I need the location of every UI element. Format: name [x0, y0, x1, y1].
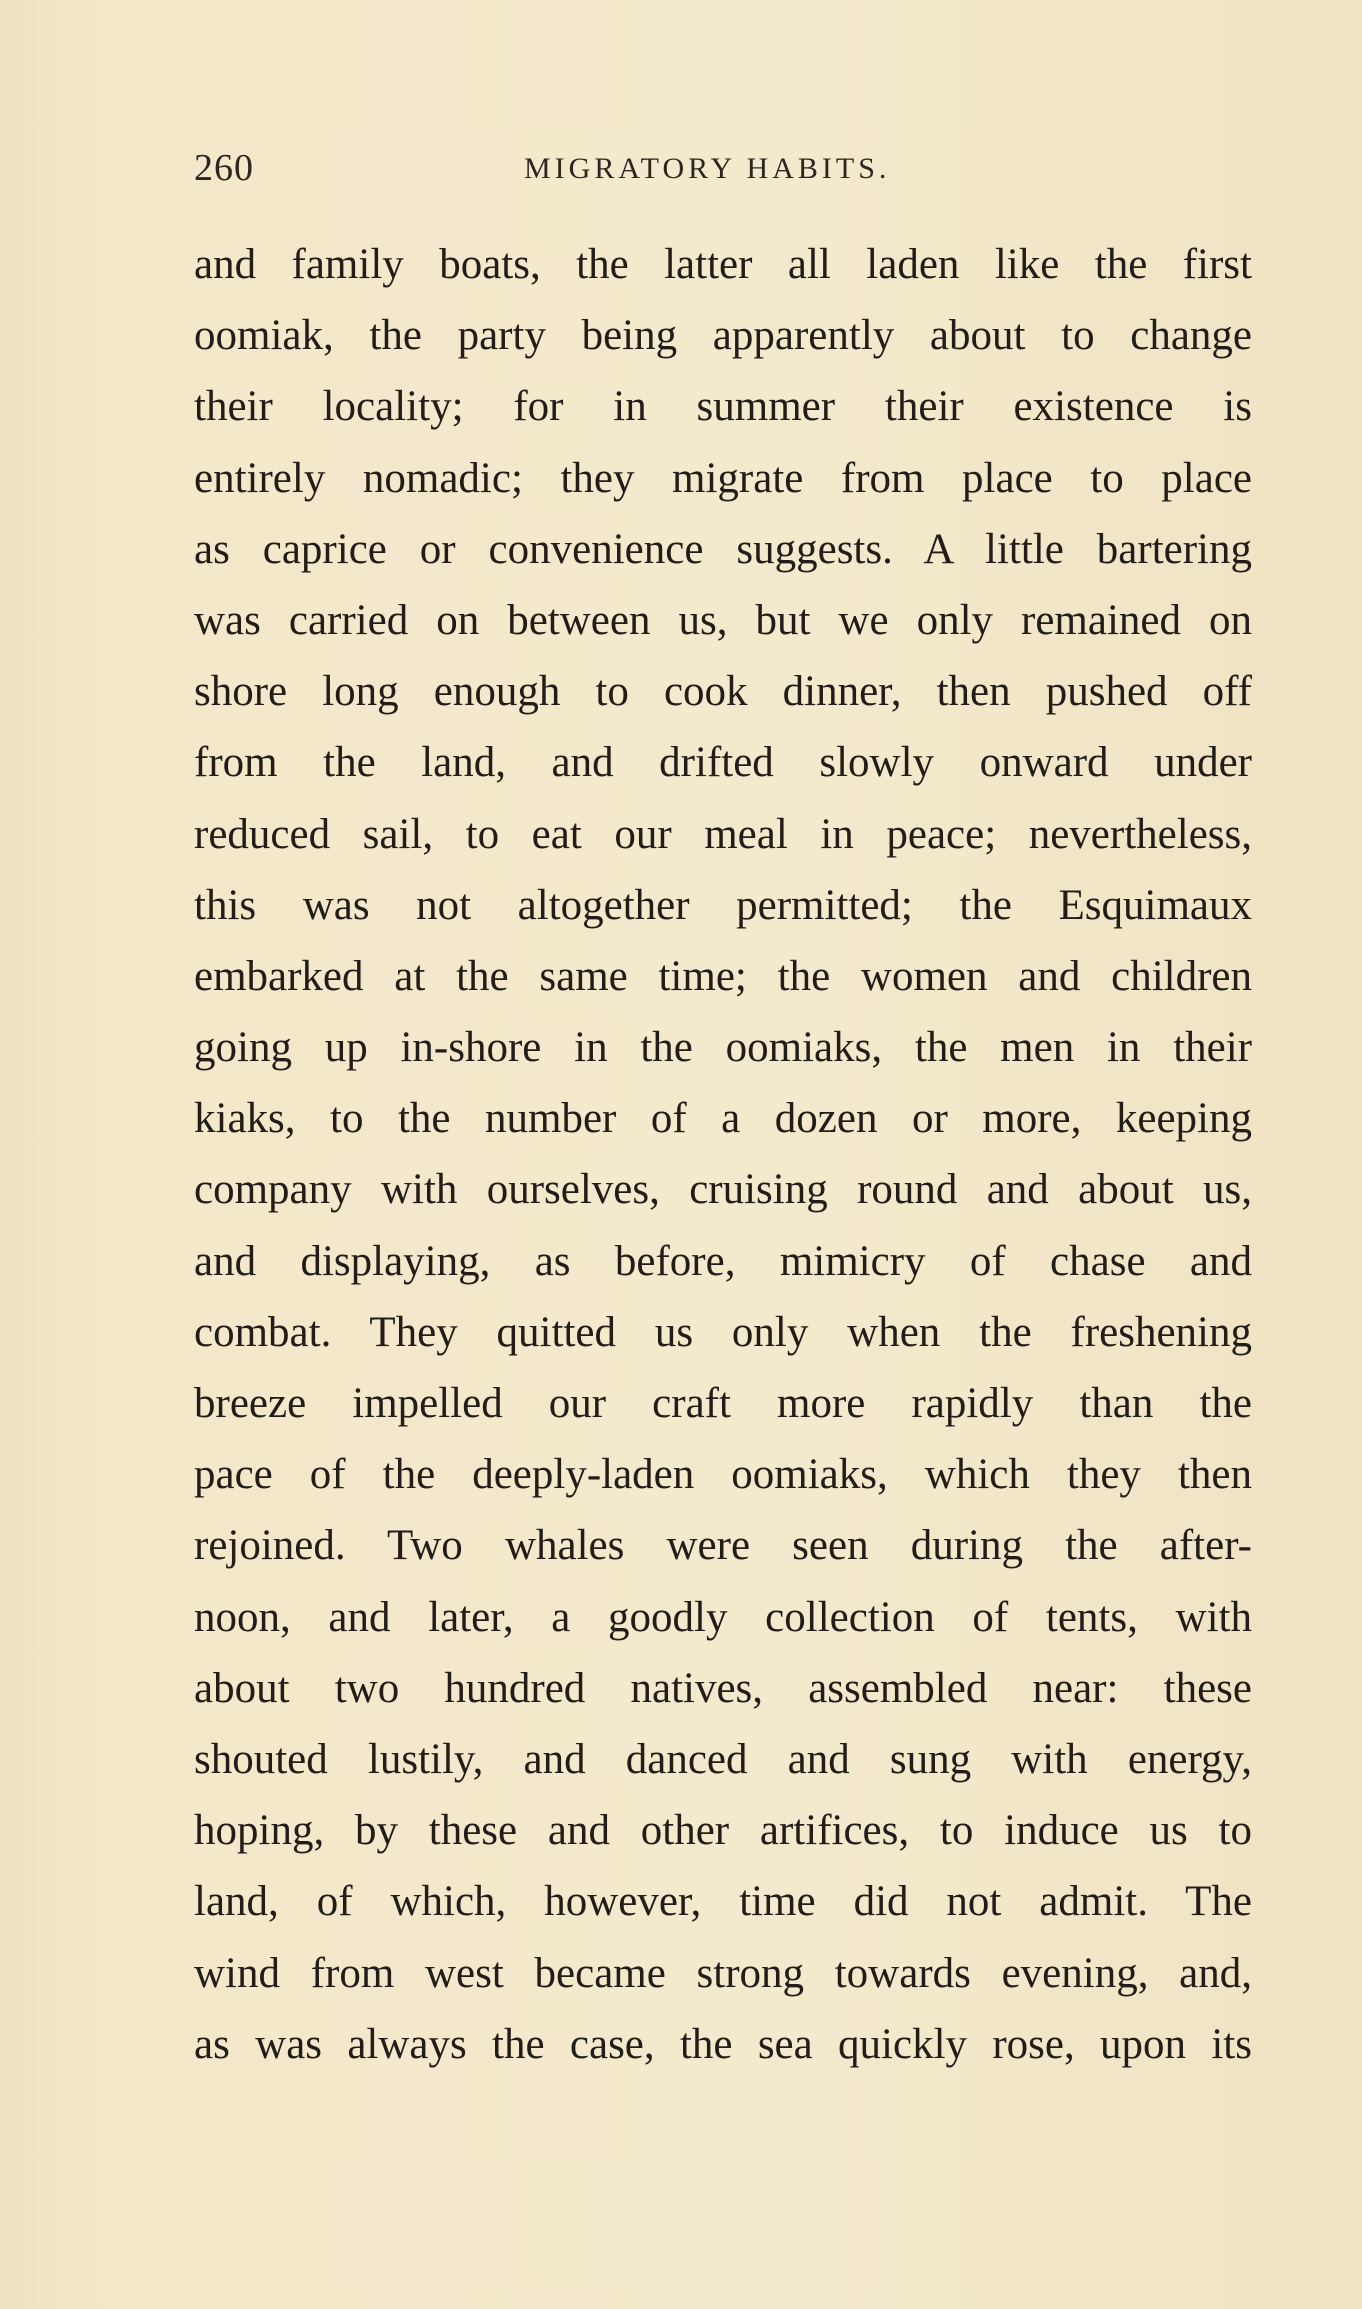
- text-line: and family boats, the latter all laden like the first: [194, 241, 1252, 288]
- text-line: entirely nomadic; they migrate from place to place: [194, 454, 1252, 502]
- text-line: kiaks, to the number of a dozen or more, keeping: [194, 1095, 1252, 1143]
- text-line: wind from west became strong towards evening, and,: [194, 1949, 1252, 1997]
- text-line: combat. They quitted us only when the freshening: [194, 1308, 1252, 1356]
- body-text: [194, 229, 1252, 2080]
- text-line: was carried on between us, but we only remained on: [194, 596, 1252, 644]
- text-line: and displaying, as before, mimicry of chase and: [194, 1237, 1252, 1285]
- text-line: noon, and later, a goodly collection of tents, with: [194, 1593, 1252, 1641]
- running-head: MIGRATORY HABITS.: [524, 152, 891, 185]
- text-line: rejoined. Two whales were seen during the after-: [194, 1522, 1252, 1570]
- text-line: their locality; for in summer their existence is: [194, 383, 1252, 431]
- text-line: from the land, and drifted slowly onward under: [194, 739, 1252, 787]
- text-line: shouted lustily, and danced and sung with energy,: [194, 1735, 1252, 1783]
- text-line: company with ourselves, cruising round and about us,: [194, 1166, 1252, 1214]
- text-line: breeze impelled our craft more rapidly than the: [194, 1380, 1252, 1427]
- text-line: oomiak, the party being apparently about to change: [194, 312, 1252, 360]
- text-line: as caprice or convenience suggests. A little bartering: [194, 525, 1252, 573]
- text-line: going up in-shore in the oomiaks, the men in their: [194, 1024, 1252, 1072]
- text-line: this was not altogether permitted; the Esquimaux: [194, 881, 1252, 929]
- page-number: 260: [194, 147, 254, 189]
- page-header: [194, 146, 1252, 196]
- text-line: as was always the case, the sea quickly rose, upon its: [194, 2020, 1252, 2068]
- text-line: hoping, by these and other artifices, to induce us to: [194, 1807, 1252, 1855]
- text-line: land, of which, however, time did not admit. The: [194, 1878, 1252, 1926]
- text-line: shore long enough to cook dinner, then pushed off: [194, 668, 1252, 716]
- text-line: embarked at the same time; the women and children: [194, 952, 1252, 1000]
- text-line: pace of the deeply-laden oomiaks, which they then: [194, 1451, 1252, 1499]
- text-line: reduced sail, to eat our meal in peace; nevertheless,: [194, 810, 1252, 858]
- text-line: about two hundred natives, assembled near: these: [194, 1664, 1252, 1712]
